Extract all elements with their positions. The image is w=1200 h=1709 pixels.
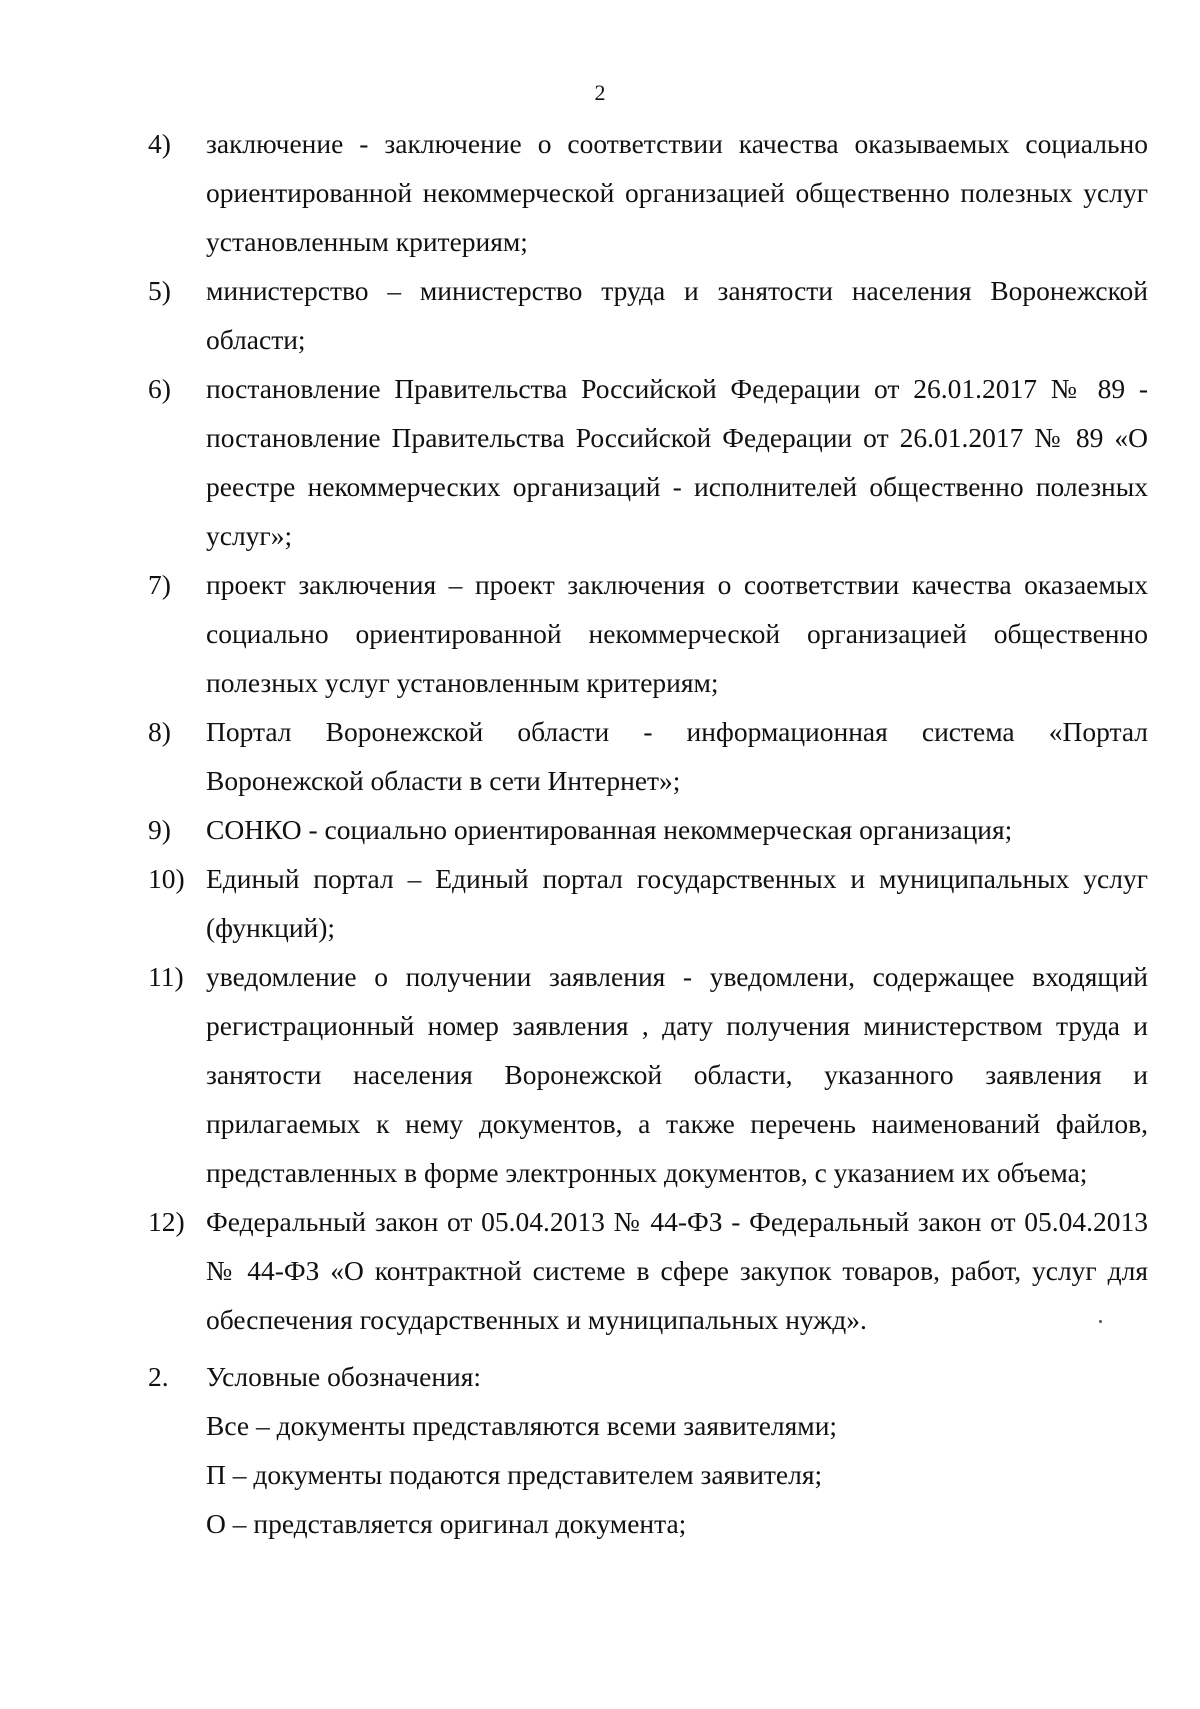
scan-speck — [1099, 1320, 1102, 1323]
item-text: СОНКО - социально ориентированная некоммерческая организация; — [206, 814, 1013, 845]
list-item — [148, 952, 1148, 1197]
legend-line: П – документы подаются представителем заявителя; — [206, 1459, 823, 1490]
list-item — [148, 119, 1148, 266]
section-title: Условные обозначения: — [206, 1361, 482, 1392]
section-heading — [148, 1352, 1148, 1401]
item-text: постановление Правительства Российской Федерации от 26.01.2017 № 89 - постановление Правительства Российской Федерации от 26.01.2017 № 89 «О реестре некоммерческих организаций - исполнителей общественно полезных услуг»; — [206, 373, 1148, 551]
item-text: Портал Воронежской области - информационная система «Портал Воронежской области в сети Интернет»; — [206, 716, 1148, 796]
item-number: 8) — [148, 716, 171, 747]
item-text: проект заключения – проект заключения о соответствии качества оказаемых социально ориентированной некоммерческой организацией общественно полезных услуг установленным критериям; — [206, 569, 1148, 698]
item-number: 11) — [148, 961, 184, 992]
item-text: Федеральный закон от 05.04.2013 № 44-ФЗ - Федеральный закон от 05.04.2013 № 44-ФЗ «О контрактной системе в сфере закупок товаров, работ, услуг для обеспечения государственных и муниципальных нужд». — [206, 1206, 1148, 1335]
list-item — [148, 560, 1148, 707]
list-item — [148, 854, 1148, 952]
item-number: 4) — [148, 128, 171, 159]
item-text: уведомление о получении заявления - уведомлени, содержащее входящий регистрационный номер заявления , дату получения министерством труда и занятости населения Воронежской области, указанного заявления и прилагаемых к нему документов, а также перечень наименований файлов, представленных в форме электронных документов, с указанием их объема; — [206, 961, 1148, 1188]
list-item — [148, 1197, 1148, 1344]
section-number: 2. — [148, 1361, 169, 1392]
list-item — [148, 364, 1148, 560]
item-text: заключение - заключение о соответствии качества оказываемых социально ориентированной некоммерческой организацией общественно полезных услуг установленным критериям; — [206, 128, 1148, 257]
item-text: Единый портал – Единый портал государственных и муниципальных услуг (функций); — [206, 863, 1148, 943]
page-number: 2 — [594, 80, 606, 105]
list-item — [148, 805, 1148, 854]
legend-line: Все – документы представляются всеми заявителями; — [206, 1410, 838, 1441]
item-number: 5) — [148, 275, 171, 306]
definitions-list — [148, 119, 1148, 1548]
list-item — [148, 707, 1148, 805]
item-number: 10) — [148, 863, 185, 894]
item-number: 6) — [148, 373, 171, 404]
list-item — [148, 266, 1148, 364]
item-text: министерство – министерство труда и занятости населения Воронежской области; — [206, 275, 1148, 355]
legend-line: О – представляется оригинал документа; — [206, 1508, 687, 1539]
legend-list — [148, 1401, 1148, 1548]
item-number: 9) — [148, 814, 171, 845]
item-number: 12) — [148, 1206, 185, 1237]
item-number: 7) — [148, 569, 171, 600]
